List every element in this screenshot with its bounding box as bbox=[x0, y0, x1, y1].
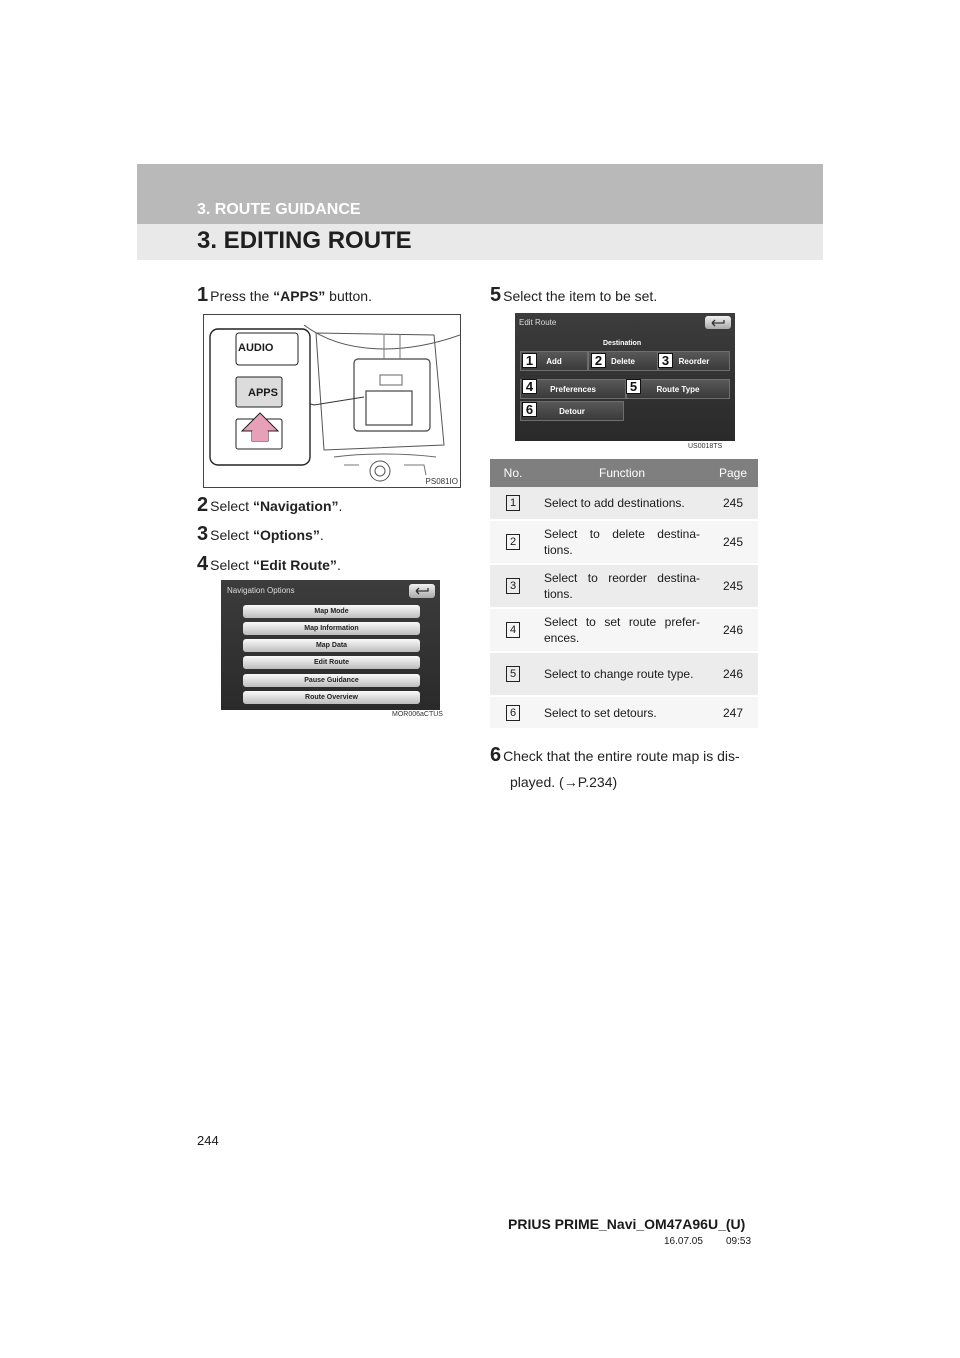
column-header-function: Function bbox=[536, 459, 708, 487]
screen-title: Navigation Options bbox=[227, 586, 295, 595]
callout-badge-3: 3 bbox=[658, 353, 673, 368]
print-date: 16.07.05 bbox=[664, 1236, 703, 1247]
map-data-button[interactable]: Map Data bbox=[243, 639, 420, 652]
step-6: 6 Check that the entire route map is dis- played. (→P.234) bbox=[490, 744, 740, 790]
table-row bbox=[490, 608, 758, 652]
navigation-options-screen bbox=[221, 580, 440, 710]
function-table bbox=[490, 459, 758, 730]
row-page: 246 bbox=[708, 608, 758, 652]
row-number-badge: 2 bbox=[506, 534, 520, 550]
table-row bbox=[490, 520, 758, 564]
row-page: 246 bbox=[708, 652, 758, 696]
row-number-badge: 5 bbox=[506, 666, 520, 682]
table-row bbox=[490, 652, 758, 696]
row-function: Select to set detours. bbox=[536, 696, 708, 729]
callout-badge-4: 4 bbox=[522, 379, 537, 394]
callout-badge-1: 1 bbox=[522, 353, 537, 368]
callout-badge-2: 2 bbox=[591, 353, 606, 368]
edit-route-screen bbox=[515, 313, 735, 441]
map-information-button[interactable]: Map Information bbox=[243, 622, 420, 635]
column-header-page: Page bbox=[708, 459, 758, 487]
pause-guidance-button[interactable]: Pause Guidance bbox=[243, 674, 420, 687]
audio-button-label: AUDIO bbox=[238, 342, 274, 354]
column-header-no: No. bbox=[490, 459, 536, 487]
row-page: 245 bbox=[708, 520, 758, 564]
back-button[interactable] bbox=[705, 316, 731, 329]
back-arrow-icon bbox=[705, 316, 731, 329]
document-id: PRIUS PRIME_Navi_OM47A96U_(U) bbox=[508, 1216, 746, 1232]
reorder-button[interactable]: Reorder bbox=[658, 351, 730, 371]
callout-badge-5: 5 bbox=[626, 379, 641, 394]
table-header-row bbox=[490, 459, 758, 487]
edit-route-button[interactable]: Edit Route bbox=[243, 656, 420, 669]
step-5: 5 Select the item to be set. bbox=[490, 284, 658, 306]
row-number-badge: 6 bbox=[506, 705, 520, 721]
row-function: Select to reorder destina-tions. bbox=[536, 564, 708, 608]
screen-title: Edit Route bbox=[519, 318, 557, 327]
table-row bbox=[490, 564, 758, 608]
page-number: 244 bbox=[197, 1133, 219, 1148]
row-page: 245 bbox=[708, 564, 758, 608]
map-mode-button[interactable]: Map Mode bbox=[243, 605, 420, 618]
apps-button-label: APPS bbox=[248, 387, 278, 399]
step-number: 1 bbox=[197, 284, 209, 306]
row-number-badge: 4 bbox=[506, 622, 520, 638]
step-3: 3 Select “Options”. bbox=[197, 523, 324, 545]
route-type-button[interactable]: Route Type bbox=[626, 379, 730, 399]
section-label: 3. ROUTE GUIDANCE bbox=[197, 201, 361, 218]
back-button[interactable] bbox=[409, 584, 435, 598]
step-4: 4 Select “Edit Route”. bbox=[197, 553, 341, 575]
row-page: 247 bbox=[708, 696, 758, 729]
preferences-button[interactable]: Preferences bbox=[520, 379, 626, 399]
table-row bbox=[490, 487, 758, 520]
row-number-badge: 3 bbox=[506, 578, 520, 594]
row-function: Select to delete destina-tions. bbox=[536, 520, 708, 564]
console-drawing bbox=[204, 315, 460, 487]
row-page: 245 bbox=[708, 487, 758, 520]
detour-button[interactable]: Detour bbox=[520, 401, 624, 421]
row-function: Select to set route prefer-ences. bbox=[536, 608, 708, 652]
destination-label: Destination bbox=[603, 340, 642, 347]
row-function: Select to add destinations. bbox=[536, 487, 708, 520]
callout-badge-6: 6 bbox=[522, 402, 537, 417]
page-title: 3. EDITING ROUTE bbox=[197, 227, 412, 254]
table-row bbox=[490, 696, 758, 729]
figure-code: PS081IO bbox=[425, 477, 458, 486]
figure-code: MOR006aCTUS bbox=[392, 711, 443, 718]
add-button[interactable]: Add bbox=[520, 351, 588, 371]
step-2: 2 Select “Navigation”. bbox=[197, 494, 343, 516]
row-number-badge: 1 bbox=[506, 495, 520, 511]
back-arrow-icon bbox=[409, 584, 435, 598]
print-time: 09:53 bbox=[726, 1236, 752, 1247]
delete-button[interactable]: Delete bbox=[588, 351, 658, 371]
figure-code: US0018TS bbox=[688, 443, 723, 450]
route-overview-button[interactable]: Route Overview bbox=[243, 691, 420, 704]
step-1: 1 Press the “APPS” button. bbox=[197, 284, 372, 306]
console-illustration bbox=[203, 314, 461, 488]
row-function: Select to change route type. bbox=[536, 652, 708, 696]
